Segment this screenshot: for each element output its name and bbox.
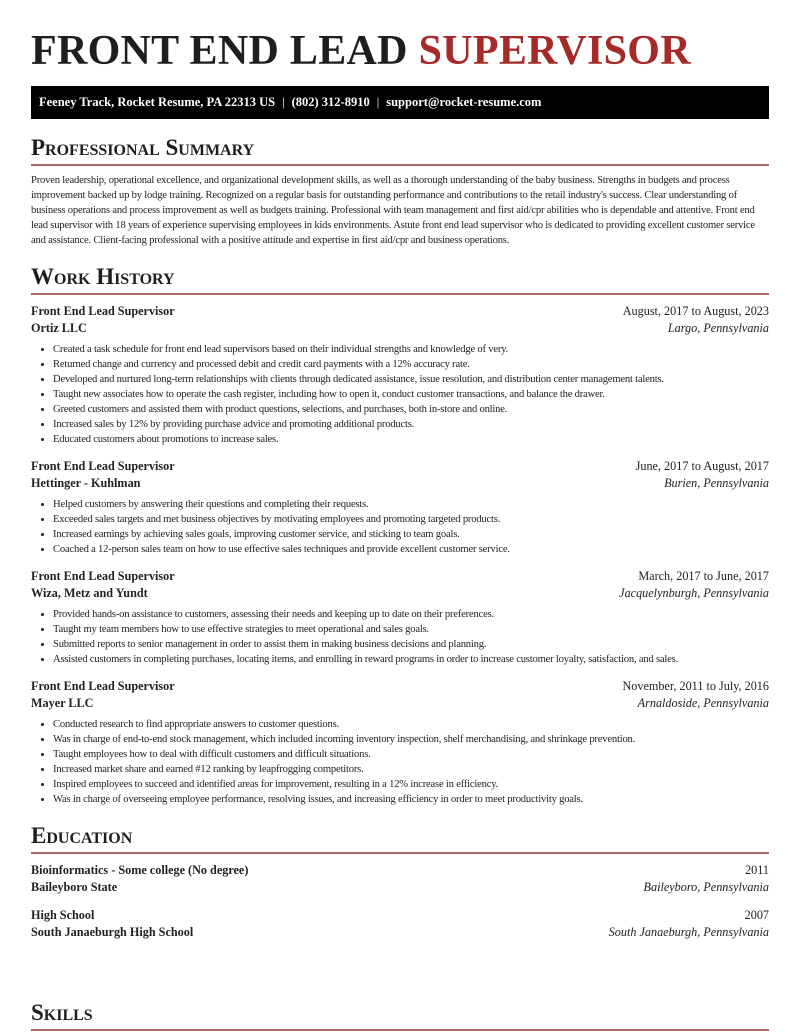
section-heading-work: Work History bbox=[31, 264, 769, 295]
page-title bbox=[31, 0, 769, 75]
list-item: • Was in charge of end-to-end stock management, which included incoming inventory inspection, shelf merchandising, and shrinkage prevention. bbox=[53, 732, 769, 747]
list-item: • Increased earnings by achieving sales goals, improving customer service, and sticking to team goals. bbox=[53, 527, 769, 542]
contact-address: Feeney Track, Rocket Resume, PA 22313 US bbox=[39, 95, 276, 109]
job-title: Front End Lead Supervisor bbox=[31, 304, 175, 318]
job-entry bbox=[31, 458, 769, 557]
company: Hettinger - Kuhlman bbox=[31, 476, 141, 490]
job-bullets bbox=[31, 497, 769, 557]
job-entry bbox=[31, 568, 769, 667]
education-entry bbox=[31, 862, 769, 896]
school: Baileyboro State bbox=[31, 880, 118, 894]
education-list bbox=[31, 862, 769, 941]
list-item: • Returned change and currency and processed debit and credit card payments with a 12% accuracy rate. bbox=[53, 357, 769, 372]
list-item: • Increased sales by 12% by providing purchase advice and promoting additional products. bbox=[53, 417, 769, 432]
section-heading-skills: Skills bbox=[31, 1000, 769, 1031]
edu-year: 2011 bbox=[745, 863, 769, 877]
list-item: • Exceeded sales targets and met business objectives by motivating employees and promoting targeted products. bbox=[53, 512, 769, 527]
job-dates: June, 2017 to August, 2017 bbox=[635, 459, 769, 473]
job-entry bbox=[31, 678, 769, 807]
list-item: • Increased market share and earned #12 ranking by leapfrogging competitors. bbox=[53, 762, 769, 777]
contact-email[interactable]: support@rocket-resume.com bbox=[386, 95, 542, 109]
title-accent: SUPERVISOR bbox=[418, 28, 691, 74]
list-item: • Coached a 12-person sales team on how to use effective sales techniques and provide excellent customer service. bbox=[53, 542, 769, 557]
job-title: Front End Lead Supervisor bbox=[31, 459, 175, 473]
section-heading-education: Education bbox=[31, 823, 769, 854]
list-item: • Helped customers by answering their questions and completing their requests. bbox=[53, 497, 769, 512]
job-bullets bbox=[31, 717, 769, 807]
job-entry bbox=[31, 303, 769, 447]
list-item: • Conducted research to find appropriate answers to customer questions. bbox=[53, 717, 769, 732]
separator: | bbox=[282, 95, 285, 109]
title-main: FRONT END LEAD bbox=[31, 28, 408, 74]
list-item: • Inspired employees to succeed and identified areas for improvement, resulting in a 12% increase in efficiency. bbox=[53, 777, 769, 792]
list-item: • Was in charge of overseeing employee performance, resolving issues, and increasing efficiency in order to meet productivity goals. bbox=[53, 792, 769, 807]
list-item: • Provided hands-on assistance to customers, assessing their needs and keeping up to date on their preferences. bbox=[53, 607, 769, 622]
summary-text: Proven leadership, operational excellence, and organizational development skills, as well as a thorough understanding of the baby business. Strengths in budgets and process improvement backed up by lodge training. Recognized on a regular basis for outstanding performance and contributions to the retail industry's success. Clear understanding of business operations and process improvement as well as budgets training. Professional with team management and first aid/cpr abilities who is dependable and attentive. Front end lead supervisor with 18 years of experience supervising employees in kids environments. Astute front end lead supervisor who is dedicated to providing excellent customer service and assistance. Client-facing professional with a positive attitude and expertise in first aid/cpr and business operations. bbox=[31, 175, 755, 246]
list-item: • Taught employees how to deal with difficult customers and difficult situations. bbox=[53, 747, 769, 762]
education-entry bbox=[31, 907, 769, 941]
job-location: Jacquelynburgh, Pennsylvania bbox=[619, 586, 769, 600]
list-item: • Educated customers about promotions to increase sales. bbox=[53, 432, 769, 447]
edu-year: 2007 bbox=[744, 908, 769, 922]
job-bullets bbox=[31, 342, 769, 447]
edu-location: Baileyboro, Pennsylvania bbox=[643, 880, 769, 894]
job-title: Front End Lead Supervisor bbox=[31, 569, 175, 583]
degree: High School bbox=[31, 908, 95, 922]
company: Ortiz LLC bbox=[31, 321, 87, 335]
section-heading-summary: Professional Summary bbox=[31, 135, 769, 166]
job-dates: November, 2011 to July, 2016 bbox=[622, 679, 769, 693]
list-item: • Taught new associates how to operate the cash register, including how to open it, conduct customer transactions, and balance the drawer. bbox=[53, 387, 769, 402]
degree: Bioinformatics - Some college (No degree) bbox=[31, 863, 249, 877]
separator: | bbox=[376, 95, 380, 109]
job-dates: August, 2017 to August, 2023 bbox=[622, 304, 769, 318]
list-item: • Taught my team members how to use effective strategies to meet operational and sales goals. bbox=[53, 622, 769, 637]
job-location: Largo, Pennsylvania bbox=[667, 321, 769, 335]
job-title: Front End Lead Supervisor bbox=[31, 679, 175, 693]
job-dates: March, 2017 to June, 2017 bbox=[638, 569, 769, 583]
list-item: • Assisted customers in completing purchases, locating items, and enrolling in reward programs in order to increase customer loyalty, satisfaction, and sales. bbox=[53, 652, 769, 667]
contact-phone: (802) 312-8910 bbox=[291, 95, 370, 109]
job-location: Arnaldoside, Pennsylvania bbox=[637, 696, 769, 710]
work-history bbox=[31, 303, 769, 807]
company: Mayer LLC bbox=[31, 696, 94, 710]
company: Wiza, Metz and Yundt bbox=[31, 586, 148, 600]
list-item: • Developed and nurtured long-term relationships with clients through dedicated assistance, issue resolution, and distribution center management talents. bbox=[53, 372, 769, 387]
school: South Janaeburgh High School bbox=[31, 925, 194, 939]
list-item: • Created a task schedule for front end lead supervisors based on their individual strengths and knowledge of very. bbox=[53, 342, 769, 357]
list-item: • Greeted customers and assisted them with product questions, selections, and purchases, both in-store and online. bbox=[53, 402, 769, 417]
job-location: Burien, Pennsylvania bbox=[664, 476, 769, 490]
contact-bar bbox=[31, 86, 769, 119]
edu-location: South Janaeburgh, Pennsylvania bbox=[608, 925, 769, 939]
job-bullets bbox=[31, 607, 769, 667]
list-item: • Submitted reports to senior management in order to assist them in making business decisions and planning. bbox=[53, 637, 769, 652]
